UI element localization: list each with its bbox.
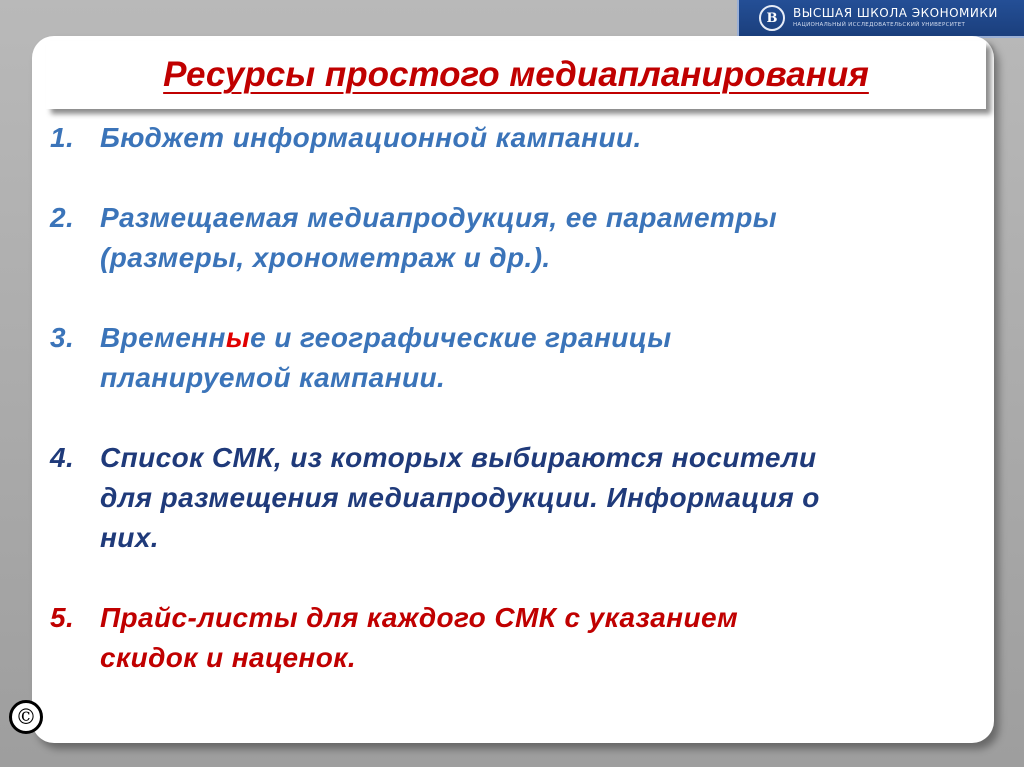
hse-emblem-icon: В bbox=[759, 5, 785, 31]
list-item-2 bbox=[48, 198, 978, 278]
item-number: 4. bbox=[50, 442, 75, 473]
item-text-continued: для размещения медиапродукции. Информация о bbox=[100, 482, 820, 513]
highlighted-letter: ы bbox=[225, 322, 251, 353]
item-text-continued: скидок и наценок. bbox=[100, 642, 356, 673]
item-text: Список СМК, из которых выбираются носители bbox=[100, 442, 817, 473]
item-text-start: Временн bbox=[100, 322, 226, 353]
logo-subtitle: НАЦИОНАЛЬНЫЙ ИССЛЕДОВАТЕЛЬСКИЙ УНИВЕРСИТЕТ bbox=[793, 22, 966, 29]
item-text-end: е и географические границы bbox=[250, 322, 672, 353]
logo-text bbox=[793, 7, 998, 29]
item-text-continued: планируемой кампании. bbox=[100, 362, 446, 393]
item-text: Размещаемая медиапродукция, ее параметры bbox=[100, 202, 778, 233]
item-number: 1. bbox=[50, 122, 75, 153]
copyright-icon: © bbox=[9, 700, 43, 734]
resource-list bbox=[48, 118, 978, 678]
list-item-4 bbox=[48, 438, 978, 558]
list-item-3 bbox=[48, 318, 978, 398]
item-number: 5. bbox=[50, 602, 75, 633]
logo-name: ВЫСШАЯ ШКОЛА ЭКОНОМИКИ bbox=[793, 6, 998, 21]
item-text-continued-2: них. bbox=[100, 522, 159, 553]
list-item-1 bbox=[48, 118, 978, 158]
item-text: Бюджет информационной кампании. bbox=[100, 122, 642, 153]
slide-title: Ресурсы простого медиапланирования bbox=[163, 55, 869, 94]
hse-logo bbox=[737, 0, 1024, 38]
item-number: 2. bbox=[50, 202, 75, 233]
item-text: Прайс-листы для каждого СМК с указанием bbox=[100, 602, 739, 633]
item-number: 3. bbox=[50, 322, 75, 353]
list-item-5 bbox=[48, 598, 978, 678]
title-box bbox=[46, 41, 986, 109]
item-text-continued: (размеры, хронометраж и др.). bbox=[100, 242, 551, 273]
